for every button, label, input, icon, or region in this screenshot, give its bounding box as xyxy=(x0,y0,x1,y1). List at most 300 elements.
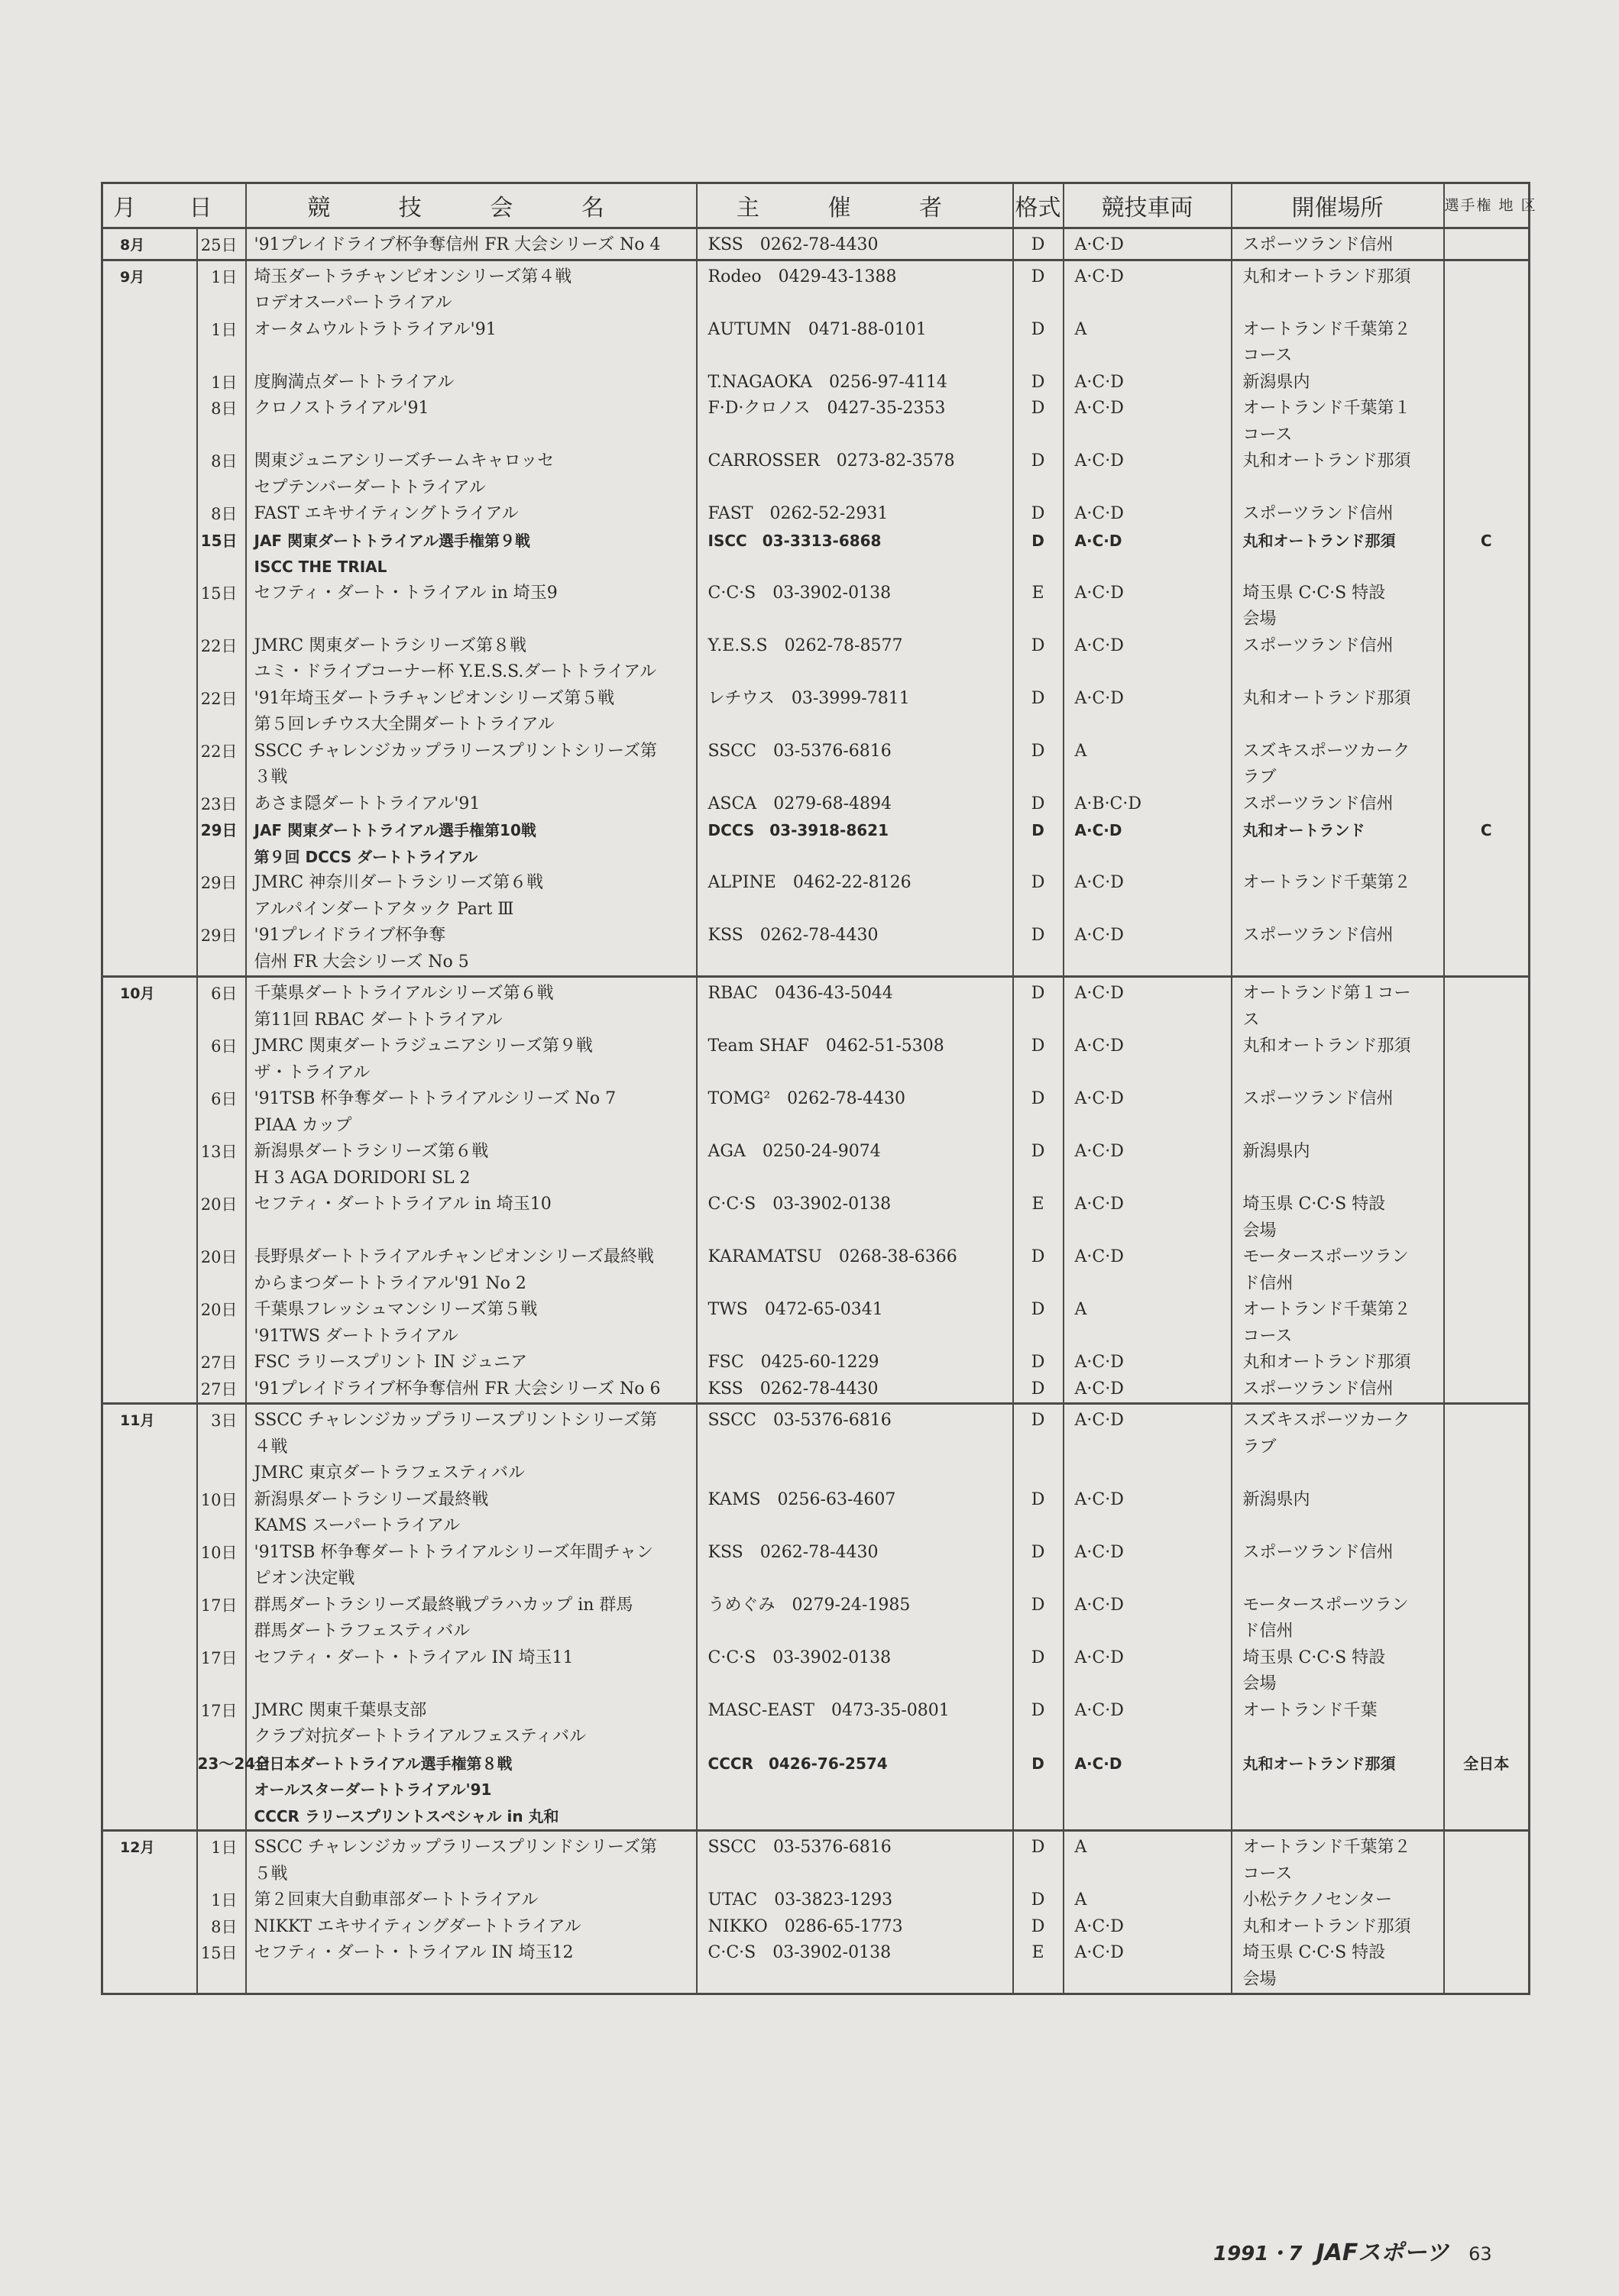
venue-cell xyxy=(1232,791,1444,818)
month-cell xyxy=(102,1376,197,1404)
month-cell: 10月 xyxy=(102,977,197,1034)
day-cell: 27日 xyxy=(197,1376,246,1404)
venue-line: 会場 xyxy=(1242,1969,1277,1989)
vehicles-cell: A·C·D xyxy=(1064,923,1232,977)
day-cell: 8日 xyxy=(197,1914,246,1941)
table-row xyxy=(102,870,1530,923)
table-row xyxy=(102,260,1530,317)
month-group xyxy=(102,977,1530,1404)
organizer-cell: TOMG² 0262-78-4430 xyxy=(697,1086,1013,1139)
event-name-line: JAF 関東ダートトライアル選手権第９戦 xyxy=(254,531,531,550)
region-cell xyxy=(1444,1540,1530,1593)
vehicles-cell: A·C·D xyxy=(1064,1139,1232,1192)
table-row xyxy=(102,1540,1530,1593)
event-name-line: CCCR ラリースプリントスペシャル in 丸和 xyxy=(254,1806,559,1825)
table-row xyxy=(102,396,1530,448)
venue-cell xyxy=(1232,1914,1444,1941)
month-group xyxy=(102,1404,1530,1831)
event-name-cell xyxy=(246,1831,697,1888)
event-name-line: NIKKT エキサイティングダートトライアル xyxy=(254,1916,581,1936)
organizer-cell: FSC 0425-60-1229 xyxy=(697,1350,1013,1376)
venue-cell xyxy=(1232,1487,1444,1540)
month-cell xyxy=(102,501,197,528)
organizer-cell: Team SHAF 0462-51-5308 xyxy=(697,1033,1013,1086)
magazine-logo: JAFスポーツ xyxy=(1316,2239,1449,2266)
table-row xyxy=(102,228,1530,260)
venue-cell xyxy=(1232,448,1444,501)
table-row xyxy=(102,739,1530,791)
day-cell: 1日 xyxy=(197,370,246,396)
table-row xyxy=(102,528,1530,580)
venue-line: オートランド千葉第２ xyxy=(1242,1838,1411,1857)
venue-line: 丸和オートランド那須 xyxy=(1242,688,1411,708)
venue-cell xyxy=(1232,1751,1444,1831)
page-number: 63 xyxy=(1468,2243,1492,2265)
format-cell: D xyxy=(1013,633,1064,686)
venue-cell xyxy=(1232,1033,1444,1086)
month-cell xyxy=(102,1751,197,1831)
region-cell: C xyxy=(1444,817,1530,870)
event-name-cell xyxy=(246,1297,697,1350)
event-name-line: 千葉県ダートトライアルシリーズ第６戦 xyxy=(254,984,554,1003)
event-name-line: PIAA カップ xyxy=(254,1115,352,1135)
venue-cell xyxy=(1232,260,1444,317)
region-cell xyxy=(1444,791,1530,818)
event-name-cell xyxy=(246,1086,697,1139)
venue-line: 埼玉県 C·C·S 特設 xyxy=(1242,1943,1386,1962)
event-name-line: セフティ・ダート・トライアル IN 埼玉11 xyxy=(254,1648,574,1667)
event-name-cell xyxy=(246,870,697,923)
month-cell xyxy=(102,686,197,739)
venue-line: ラブ xyxy=(1242,768,1277,787)
event-name-line: ４戦 xyxy=(254,1437,288,1457)
venue-cell xyxy=(1232,1404,1444,1487)
table-row xyxy=(102,1033,1530,1086)
organizer-cell: DCCS 03-3918-8621 xyxy=(697,817,1013,870)
format-cell: D xyxy=(1013,977,1064,1034)
region-cell xyxy=(1444,870,1530,923)
event-name-line: クロノストライアル'91 xyxy=(254,399,429,418)
region-cell xyxy=(1444,1404,1530,1487)
event-name-cell xyxy=(246,1540,697,1593)
event-name-line: JMRC 関東ダートラシリーズ第８戦 xyxy=(254,635,527,655)
region-cell xyxy=(1444,1487,1530,1540)
venue-line: 丸和オートランド那須 xyxy=(1242,531,1396,550)
table-row xyxy=(102,370,1530,396)
table-row xyxy=(102,977,1530,1034)
venue-cell xyxy=(1232,817,1444,870)
month-cell xyxy=(102,1914,197,1941)
month-cell xyxy=(102,1192,197,1244)
day-cell: 20日 xyxy=(197,1297,246,1350)
event-name-cell xyxy=(246,448,697,501)
day-cell: 3日 xyxy=(197,1404,246,1487)
event-name-line: 第２回東大自動車部ダートトライアル xyxy=(254,1890,539,1910)
venue-line: 丸和オートランド那須 xyxy=(1242,267,1411,286)
venue-cell xyxy=(1232,977,1444,1034)
format-cell: D xyxy=(1013,739,1064,791)
month-cell xyxy=(102,633,197,686)
vehicles-cell: A·C·D xyxy=(1064,448,1232,501)
region-cell xyxy=(1444,1086,1530,1139)
venue-cell xyxy=(1232,923,1444,977)
table-row xyxy=(102,1350,1530,1376)
format-cell: D xyxy=(1013,870,1064,923)
day-cell: 22日 xyxy=(197,686,246,739)
day-cell: 17日 xyxy=(197,1698,246,1751)
venue-line: 会場 xyxy=(1242,1221,1277,1240)
format-cell: E xyxy=(1013,1940,1064,1994)
organizer-cell: NIKKO 0286-65-1773 xyxy=(697,1914,1013,1941)
venue-line: オートランド第１コー xyxy=(1242,984,1411,1003)
format-cell: D xyxy=(1013,1698,1064,1751)
day-cell: 1日 xyxy=(197,1887,246,1914)
venue-line: オートランド千葉第２ xyxy=(1242,873,1411,892)
day-cell: 6日 xyxy=(197,1086,246,1139)
region-cell xyxy=(1444,448,1530,501)
format-cell: D xyxy=(1013,1033,1064,1086)
month-cell xyxy=(102,739,197,791)
region-cell xyxy=(1444,977,1530,1034)
header-date: 月 日 xyxy=(102,183,246,228)
format-cell: D xyxy=(1013,1487,1064,1540)
vehicles-cell: A·C·D xyxy=(1064,1350,1232,1376)
region-cell xyxy=(1444,317,1530,370)
organizer-cell: ISCC 03-3313-6868 xyxy=(697,528,1013,580)
table-row xyxy=(102,1887,1530,1914)
format-cell: D xyxy=(1013,1297,1064,1350)
event-name-line: 新潟県ダートラシリーズ最終戦 xyxy=(254,1489,489,1509)
venue-line: スポーツランド信州 xyxy=(1242,794,1394,813)
region-cell xyxy=(1444,1033,1530,1086)
vehicles-cell: A·C·D xyxy=(1064,1593,1232,1645)
table-row xyxy=(102,1244,1530,1297)
format-cell: D xyxy=(1013,448,1064,501)
organizer-cell: F·D·クロノス 0427-35-2353 xyxy=(697,396,1013,448)
vehicles-cell: A·C·D xyxy=(1064,228,1232,260)
vehicles-cell: A·C·D xyxy=(1064,396,1232,448)
region-cell xyxy=(1444,1940,1530,1994)
region-cell xyxy=(1444,1593,1530,1645)
month-cell xyxy=(102,580,197,633)
region-cell xyxy=(1444,1192,1530,1244)
table-row xyxy=(102,633,1530,686)
organizer-cell: T.NAGAOKA 0256-97-4114 xyxy=(697,370,1013,396)
venue-cell xyxy=(1232,1376,1444,1404)
organizer-cell: レチウス 03-3999-7811 xyxy=(697,686,1013,739)
venue-cell xyxy=(1232,396,1444,448)
event-name-cell xyxy=(246,817,697,870)
event-schedule-table xyxy=(101,182,1537,1995)
region-cell xyxy=(1444,1297,1530,1350)
event-name-cell xyxy=(246,1033,697,1086)
vehicles-cell: A·C·D xyxy=(1064,817,1232,870)
event-name-line: '91TSB 杯争奪ダートトライアルシリーズ年間チャン xyxy=(254,1542,653,1562)
organizer-cell: KSS 0262-78-4430 xyxy=(697,1376,1013,1404)
event-name-line: ３戦 xyxy=(254,768,288,787)
event-name-cell xyxy=(246,1887,697,1914)
event-name-cell xyxy=(246,923,697,977)
event-name-line: オータムウルトラトライアル'91 xyxy=(254,319,497,339)
day-cell: 22日 xyxy=(197,633,246,686)
venue-line: 小松テクノセンター xyxy=(1242,1890,1393,1910)
event-name-cell xyxy=(246,977,697,1034)
event-name-line: 新潟県ダートラシリーズ第６戦 xyxy=(254,1142,489,1161)
venue-cell xyxy=(1232,633,1444,686)
vehicles-cell: A·B·C·D xyxy=(1064,791,1232,818)
vehicles-cell: A·C·D xyxy=(1064,1698,1232,1751)
venue-line: スポーツランド信州 xyxy=(1242,235,1394,254)
day-cell: 8日 xyxy=(197,501,246,528)
month-cell xyxy=(102,317,197,370)
organizer-cell: KSS 0262-78-4430 xyxy=(697,228,1013,260)
event-name-cell xyxy=(246,739,697,791)
venue-cell xyxy=(1232,501,1444,528)
venue-cell xyxy=(1232,1698,1444,1751)
region-cell xyxy=(1444,1376,1530,1404)
vehicles-cell: A·C·D xyxy=(1064,501,1232,528)
event-name-cell xyxy=(246,1940,697,1994)
format-cell: D xyxy=(1013,528,1064,580)
table-row xyxy=(102,1376,1530,1404)
organizer-cell: UTAC 03-3823-1293 xyxy=(697,1887,1013,1914)
day-cell: 29日 xyxy=(197,870,246,923)
event-name-line: からまつダートトライアル'91 No 2 xyxy=(254,1273,526,1293)
day-cell: 1日 xyxy=(197,260,246,317)
event-name-line: '91プレイドライブ杯争奪信州 FR 大会シリーズ No 4 xyxy=(254,235,661,254)
event-name-cell xyxy=(246,317,697,370)
event-name-cell xyxy=(246,1487,697,1540)
venue-line: オートランド千葉第２ xyxy=(1242,1300,1411,1319)
organizer-cell: SSCC 03-5376-6816 xyxy=(697,739,1013,791)
region-cell xyxy=(1444,633,1530,686)
organizer-cell: C·C·S 03-3902-0138 xyxy=(697,580,1013,633)
organizer-cell: C·C·S 03-3902-0138 xyxy=(697,1192,1013,1244)
table-row xyxy=(102,1139,1530,1192)
day-cell: 15日 xyxy=(197,580,246,633)
vehicles-cell: A·C·D xyxy=(1064,1192,1232,1244)
region-cell xyxy=(1444,1350,1530,1376)
event-name-line: セプテンバーダートトライアル xyxy=(254,477,486,497)
event-name-line: ユミ・ドライブコーナー杯 Y.E.S.S.ダートトライアル xyxy=(254,662,657,681)
event-name-line: 関東ジュニアシリーズチームキャロッセ xyxy=(254,451,555,471)
event-name-line: セフティ・ダートトライアル in 埼玉10 xyxy=(254,1195,552,1214)
vehicles-cell: A·C·D xyxy=(1064,1540,1232,1593)
format-cell: D xyxy=(1013,791,1064,818)
day-cell: 8日 xyxy=(197,396,246,448)
table-row xyxy=(102,1487,1530,1540)
month-group xyxy=(102,1831,1530,1994)
organizer-cell: ALPINE 0462-22-8126 xyxy=(697,870,1013,923)
venue-line: 新潟県内 xyxy=(1242,372,1310,392)
event-name-line: SSCC チャレンジカップラリースプリンドシリーズ第 xyxy=(254,1838,657,1857)
venue-line: コース xyxy=(1242,1326,1293,1346)
header-row xyxy=(102,183,1530,228)
venue-cell xyxy=(1232,317,1444,370)
month-cell xyxy=(102,396,197,448)
table-row xyxy=(102,580,1530,633)
table-row xyxy=(102,1593,1530,1645)
event-name-line: セフティ・ダート・トライアル IN 埼玉12 xyxy=(254,1943,574,1962)
day-cell: 6日 xyxy=(197,977,246,1034)
venue-line: 新潟県内 xyxy=(1242,1489,1310,1509)
organizer-cell: Y.E.S.S 0262-78-8577 xyxy=(697,633,1013,686)
organizer-cell: RBAC 0436-43-5044 xyxy=(697,977,1013,1034)
day-cell: 1日 xyxy=(197,1831,246,1888)
organizer-cell: CCCR 0426-76-2574 xyxy=(697,1751,1013,1831)
month-cell: 12月 xyxy=(102,1831,197,1888)
header-organizer: 主 催 者 xyxy=(697,183,1013,228)
venue-line: オートランド千葉 xyxy=(1242,1700,1378,1720)
format-cell: D xyxy=(1013,370,1064,396)
month-cell xyxy=(102,817,197,870)
event-name-line: JMRC 神奈川ダートラシリーズ第６戦 xyxy=(254,873,544,892)
organizer-cell: KSS 0262-78-4430 xyxy=(697,1540,1013,1593)
day-cell: 17日 xyxy=(197,1593,246,1645)
event-name-line: '91TSB 杯争奪ダートトライアルシリーズ No 7 xyxy=(254,1089,617,1108)
format-cell: D xyxy=(1013,1593,1064,1645)
venue-line: 丸和オートランド那須 xyxy=(1242,1916,1411,1936)
event-name-cell xyxy=(246,1751,697,1831)
event-name-cell xyxy=(246,528,697,580)
region-cell xyxy=(1444,1914,1530,1941)
event-name-cell xyxy=(246,370,697,396)
event-name-line: 信州 FR 大会シリーズ No 5 xyxy=(254,952,469,972)
vehicles-cell: A·C·D xyxy=(1064,686,1232,739)
day-cell: 29日 xyxy=(197,817,246,870)
region-cell xyxy=(1444,228,1530,260)
event-name-line: オールスターダートトライアル'91 xyxy=(254,1780,492,1799)
vehicles-cell: A·C·D xyxy=(1064,1645,1232,1698)
header-vehicles: 競技車両 xyxy=(1064,183,1232,228)
issue-date: 1991・7 xyxy=(1213,2243,1303,2265)
venue-line: コース xyxy=(1242,346,1293,365)
day-cell: 23〜24日 xyxy=(197,1751,246,1831)
event-name-line: '91TWS ダートトライアル xyxy=(254,1326,458,1346)
format-cell: D xyxy=(1013,501,1064,528)
venue-line: 丸和オートランド那須 xyxy=(1242,1754,1396,1773)
month-cell xyxy=(102,1244,197,1297)
venue-cell xyxy=(1232,686,1444,739)
day-cell: 27日 xyxy=(197,1350,246,1376)
format-cell: D xyxy=(1013,1139,1064,1192)
organizer-cell: KAMS 0256-63-4607 xyxy=(697,1487,1013,1540)
format-cell: D xyxy=(1013,817,1064,870)
venue-line: オートランド千葉第２ xyxy=(1242,319,1411,339)
table-row xyxy=(102,1192,1530,1244)
table-row xyxy=(102,1914,1530,1941)
day-cell: 23日 xyxy=(197,791,246,818)
event-name-cell xyxy=(246,791,697,818)
region-cell xyxy=(1444,501,1530,528)
venue-cell xyxy=(1232,370,1444,396)
event-name-cell xyxy=(246,260,697,317)
venue-cell xyxy=(1232,1086,1444,1139)
venue-line: 埼玉県 C·C·S 特設 xyxy=(1242,583,1386,603)
venue-line: 新潟県内 xyxy=(1242,1142,1310,1161)
table-row xyxy=(102,1940,1530,1994)
event-name-line: 千葉県フレッシュマンシリーズ第５戦 xyxy=(254,1300,538,1319)
venue-cell xyxy=(1232,1645,1444,1698)
month-cell xyxy=(102,370,197,396)
organizer-cell: TWS 0472-65-0341 xyxy=(697,1297,1013,1350)
venue-line: スポーツランド信州 xyxy=(1242,635,1394,655)
month-cell xyxy=(102,1940,197,1994)
venue-cell xyxy=(1232,1192,1444,1244)
vehicles-cell: A·C·D xyxy=(1064,260,1232,317)
venue-cell xyxy=(1232,1831,1444,1888)
organizer-cell: AUTUMN 0471-88-0101 xyxy=(697,317,1013,370)
event-name-line: SSCC チャレンジカップラリースプリントシリーズ第 xyxy=(254,1411,657,1430)
venue-cell xyxy=(1232,1940,1444,1994)
month-group xyxy=(102,228,1530,260)
venue-cell xyxy=(1232,580,1444,633)
vehicles-cell: A·C·D xyxy=(1064,528,1232,580)
month-cell xyxy=(102,1540,197,1593)
venue-line: ド信州 xyxy=(1242,1273,1294,1293)
day-cell: 20日 xyxy=(197,1192,246,1244)
day-cell: 20日 xyxy=(197,1244,246,1297)
day-cell: 29日 xyxy=(197,923,246,977)
format-cell: D xyxy=(1013,228,1064,260)
event-name-cell xyxy=(246,1645,697,1698)
vehicles-cell: A·C·D xyxy=(1064,1404,1232,1487)
table-row xyxy=(102,1698,1530,1751)
table-row xyxy=(102,448,1530,501)
vehicles-cell: A·C·D xyxy=(1064,1086,1232,1139)
venue-cell xyxy=(1232,1887,1444,1914)
event-name-cell xyxy=(246,1350,697,1376)
format-cell: D xyxy=(1013,1751,1064,1831)
format-cell: D xyxy=(1013,1540,1064,1593)
day-cell: 13日 xyxy=(197,1139,246,1192)
venue-line: 丸和オートランド那須 xyxy=(1242,1353,1411,1372)
month-cell xyxy=(102,870,197,923)
format-cell: D xyxy=(1013,1914,1064,1941)
organizer-cell: C·C·S 03-3902-0138 xyxy=(697,1940,1013,1994)
month-cell xyxy=(102,1698,197,1751)
region-cell xyxy=(1444,1698,1530,1751)
organizer-cell: SSCC 03-5376-6816 xyxy=(697,1404,1013,1487)
region-cell xyxy=(1444,923,1530,977)
event-name-cell xyxy=(246,1698,697,1751)
month-cell xyxy=(102,1297,197,1350)
event-name-line: KAMS スーパートライアル xyxy=(254,1516,461,1535)
format-cell: D xyxy=(1013,686,1064,739)
region-cell xyxy=(1444,1645,1530,1698)
vehicles-cell: A·C·D xyxy=(1064,580,1232,633)
day-cell: 15日 xyxy=(197,528,246,580)
event-name-line: FSC ラリースプリント IN ジュニア xyxy=(254,1353,528,1372)
format-cell: D xyxy=(1013,260,1064,317)
vehicles-cell: A xyxy=(1064,1297,1232,1350)
month-cell xyxy=(102,1487,197,1540)
organizer-cell: CARROSSER 0273-82-3578 xyxy=(697,448,1013,501)
month-cell: 9月 xyxy=(102,260,197,317)
event-name-cell xyxy=(246,1593,697,1645)
organizer-cell: MASC-EAST 0473-35-0801 xyxy=(697,1698,1013,1751)
venue-cell xyxy=(1232,1297,1444,1350)
event-name-cell xyxy=(246,580,697,633)
page-footer xyxy=(1213,2233,1492,2267)
event-name-line: ロデオスーパートライアル xyxy=(254,293,452,312)
region-cell xyxy=(1444,1139,1530,1192)
month-cell xyxy=(102,528,197,580)
organizer-cell: SSCC 03-5376-6816 xyxy=(697,1831,1013,1888)
event-name-line: 群馬ダートラフェスティバル xyxy=(254,1622,471,1641)
format-cell: D xyxy=(1013,923,1064,977)
table-row xyxy=(102,317,1530,370)
